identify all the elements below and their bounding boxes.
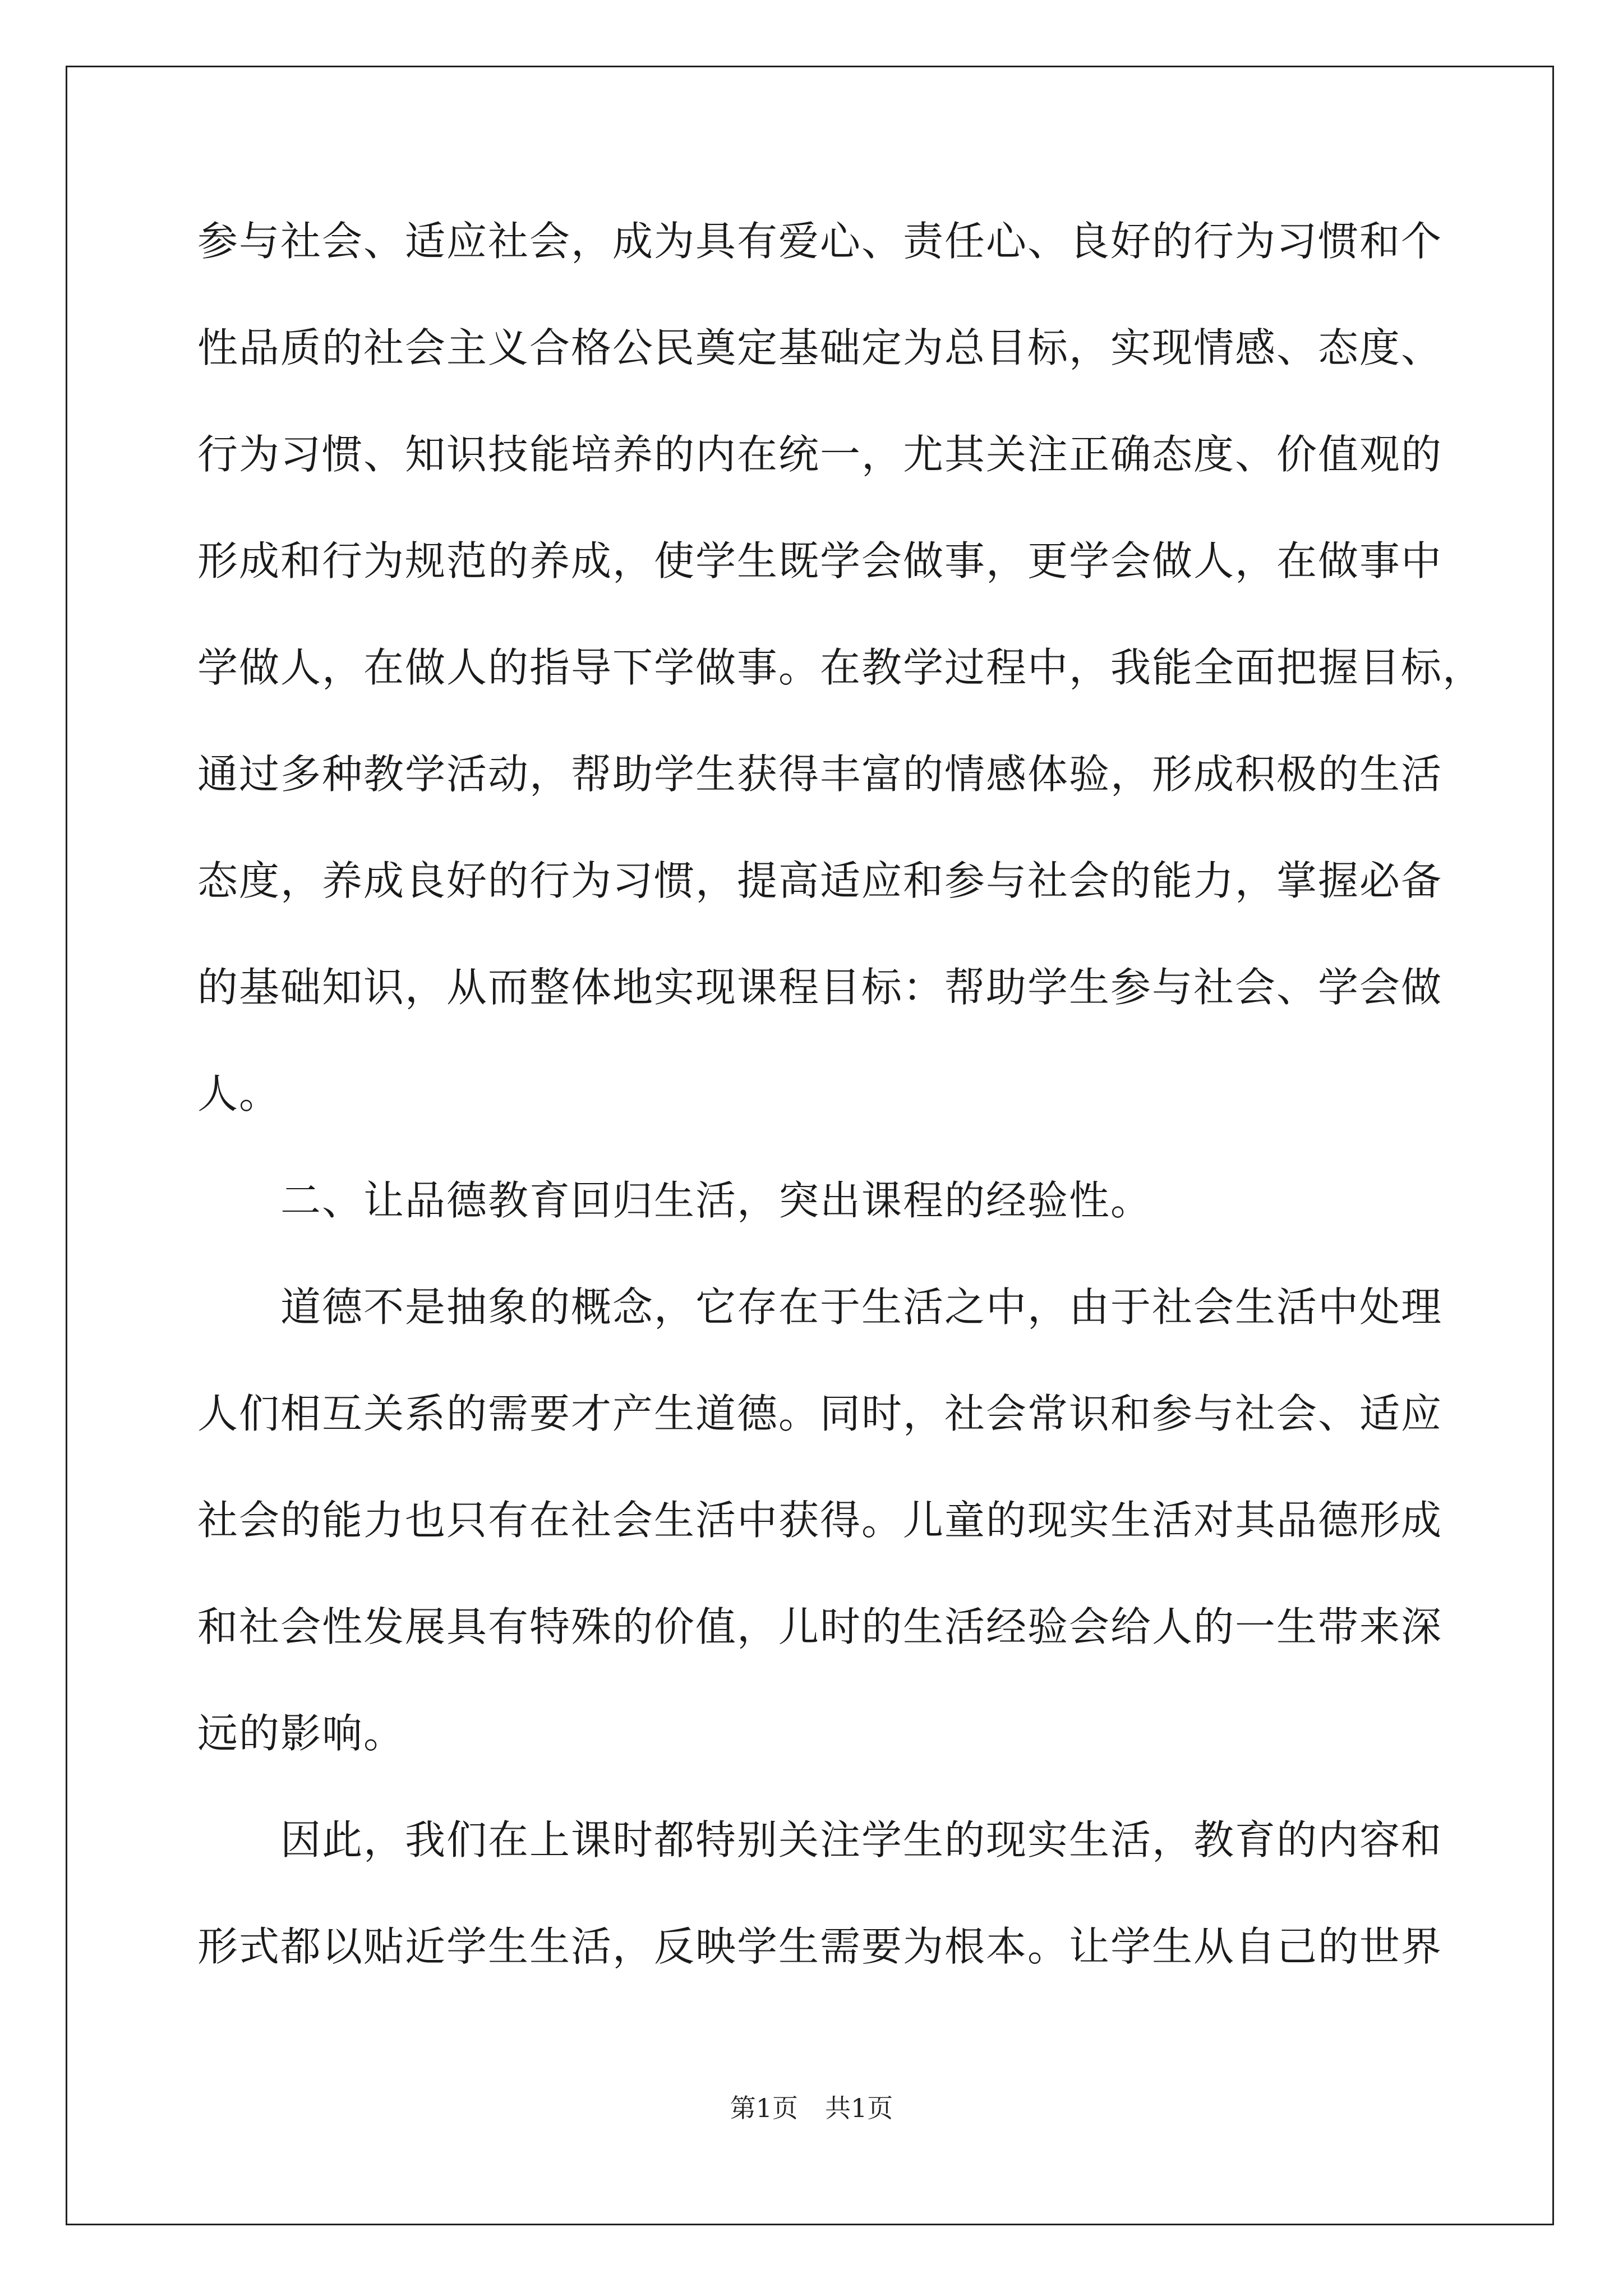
- text-line: 态度，养成良好的行为习惯，提高适应和参与社会的能力，掌握必备: [197, 857, 1443, 904]
- document-body: [197, 213, 1484, 2025]
- text-line: 参与社会、适应社会，成为具有爱心、责任心、良好的行为习惯和个: [197, 218, 1443, 265]
- paragraph-first-line: 道德不是抽象的概念，它存在于生活之中，由于社会生活中处理: [280, 1283, 1443, 1331]
- text-line: 性品质的社会主义合格公民奠定基础定为总目标，实现情感、态度、: [197, 324, 1443, 371]
- text-line: 远的影响。: [197, 1710, 405, 1757]
- text-line: 的基础知识，从而整体地实现课程目标：帮助学生参与社会、学会做: [197, 964, 1443, 1011]
- section-heading: 二、让品德教育回归生活，突出课程的经验性。: [280, 1177, 1152, 1224]
- text-line: 和社会性发展具有特殊的价值，儿时的生活经验会给人的一生带来深: [197, 1603, 1443, 1650]
- text-line: 人。: [197, 1070, 281, 1117]
- text-line: 人们相互关系的需要才产生道德。同时，社会常识和参与社会、适应: [197, 1390, 1443, 1437]
- text-line: 行为习惯、知识技能培养的内在统一，尤其关注正确态度、价值观的: [197, 431, 1443, 478]
- text-line: 形式都以贴近学生生活，反映学生需要为根本。让学生从自己的世界: [197, 1923, 1443, 1970]
- paragraph-first-line: 因此，我们在上课时都特别关注学生的现实生活，教育的内容和: [280, 1816, 1443, 1864]
- text-line: 通过多种教学活动，帮助学生获得丰富的情感体验，形成积极的生活: [197, 751, 1443, 798]
- text-line: 形成和行为规范的养成，使学生既学会做事，更学会做人，在做事中: [197, 537, 1443, 585]
- page-number: 第1页: [730, 2093, 798, 2123]
- page-total: 共1页: [825, 2093, 893, 2123]
- text-line: 社会的能力也只有在社会生活中获得。儿童的现实生活对其品德形成: [197, 1497, 1443, 1544]
- text-line: 学做人，在做人的指导下学做事。在教学过程中，我能全面把握目标，: [197, 644, 1484, 691]
- page-footer: [0, 2088, 1623, 2125]
